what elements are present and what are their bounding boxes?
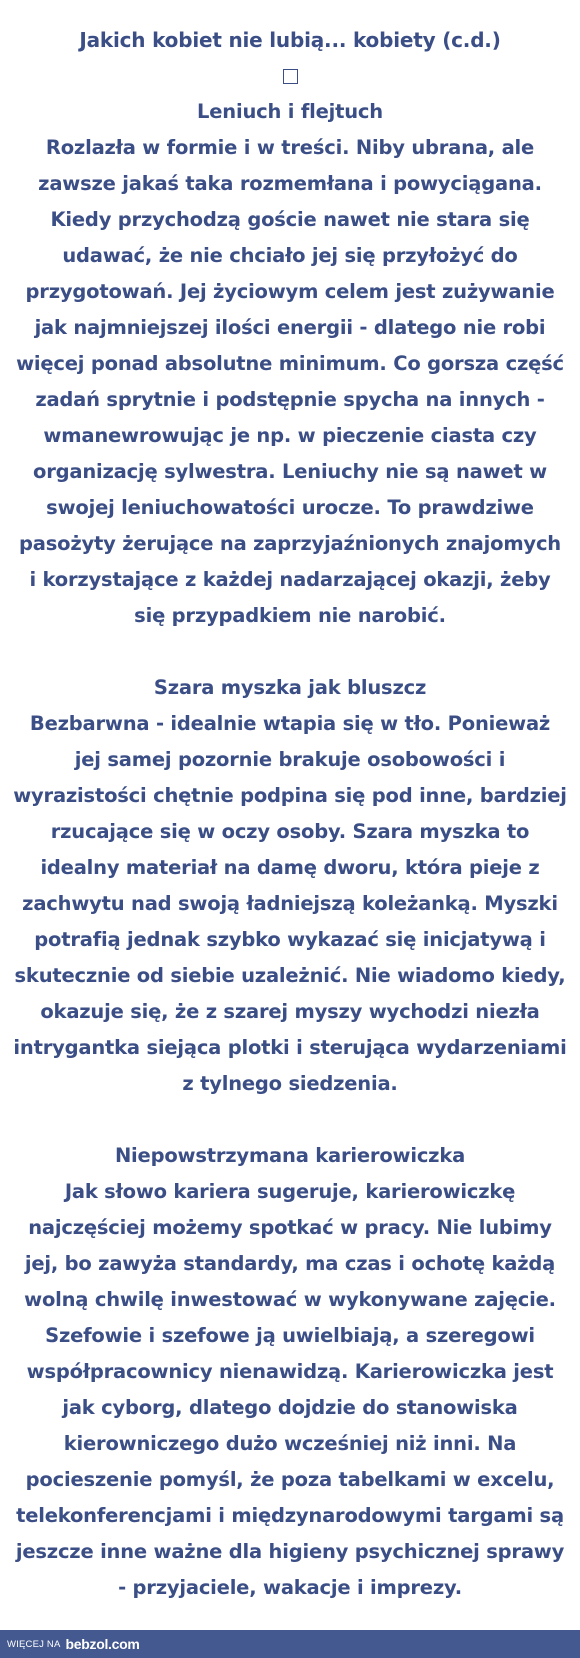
paragraph-line: skutecznie od siebie uzależnić. Nie wiadomo kiedy,: [14, 964, 566, 987]
paragraph-line: jej samej pozornie brakuje osobowości i: [74, 748, 506, 771]
section-spacer: [0, 634, 580, 670]
paragraph-line: się przypadkiem nie narobić.: [134, 604, 446, 627]
paragraph-line: Szefowie i szefowe ją uwielbiają, a szeregowi: [45, 1324, 535, 1347]
paragraph-line: Bezbarwna - idealnie wtapia się w tło. Ponieważ: [29, 712, 551, 735]
section-heading: Szara myszka jak bluszcz: [153, 676, 427, 699]
paragraph-line: jak najmniejszej ilości energii - dlatego nie robi: [34, 316, 546, 339]
footer-bar: [0, 1630, 580, 1658]
section-karierowiczka: [0, 1138, 580, 1606]
paragraph-line: Kiedy przychodzą goście nawet nie stara się: [50, 208, 530, 231]
paragraph-line: i korzystające z każdej nadarzającej okazji, żeby: [29, 568, 551, 591]
section-leniuch: [0, 94, 580, 634]
paragraph-line: jeszcze inne ważne dla higieny psychicznej sprawy: [15, 1540, 565, 1563]
section-szara-myszka: [0, 670, 580, 1102]
paragraph-line: jak cyborg, dlatego dojdzie do stanowiska: [62, 1396, 518, 1419]
article-title: Jakich kobiet nie lubią... kobiety (c.d.): [79, 28, 501, 52]
paragraph-line: jej, bo zawyża standardy, ma czas i ochotę każdą: [24, 1252, 556, 1275]
paragraph-line: Jak słowo kariera sugeruje, karierowiczkę: [64, 1180, 516, 1203]
paragraph-line: współpracownicy nienawidzą. Karierowiczka jest: [26, 1360, 554, 1383]
paragraph-line: zachwytu nad swoją ładniejszą koleżanką. Myszki: [22, 892, 558, 915]
paragraph-line: okazuje się, że z szarej myszy wychodzi niezła: [40, 1000, 540, 1023]
paragraph-line: - przyjaciele, wakacje i imprezy.: [118, 1576, 462, 1599]
paragraph-line: pocieszenie pomyśl, że poza tabelkami w excelu,: [25, 1468, 555, 1491]
paragraph-line: telekonferencjami i międzynarodowymi targami są: [16, 1504, 564, 1527]
paragraph-line: pasożyty żerujące na zaprzyjaźnionych znajomych: [19, 532, 561, 555]
paragraph-line: intrygantka siejąca plotki i sterująca wydarzeniami: [13, 1036, 567, 1059]
brand-link[interactable]: bebzol.com: [65, 1636, 140, 1652]
paragraph-line: rzucające się w oczy osoby. Szara myszka to: [50, 820, 530, 843]
paragraph-line: zawsze jakaś taka rozmemłana i powyciągana.: [38, 172, 542, 195]
paragraph-line: z tylnego siedzenia.: [182, 1072, 398, 1095]
paragraph-line: wyrazistości chętnie podpina się pod inne, bardziej: [13, 784, 567, 807]
paragraph-line: udawać, że nie chciało jej się przyłożyć do: [62, 244, 518, 267]
paragraph-line: idealny materiał na damę dworu, która pieje z: [40, 856, 540, 879]
section-heading: Niepowstrzymana karierowiczka: [114, 1144, 466, 1167]
paragraph-line: kierowniczego dużo wcześniej niż inni. Na: [63, 1432, 517, 1455]
paragraph-line: przygotowań. Jej życiowym celem jest zużywanie: [25, 280, 555, 303]
paragraph-line: swojej leniuchowatości urocze. To prawdziwe: [46, 496, 534, 519]
paragraph-line: najczęściej możemy spotkać w pracy. Nie lubimy: [28, 1216, 552, 1239]
missing-glyph-icon: [0, 58, 580, 94]
section-heading: Leniuch i flejtuch: [197, 100, 383, 123]
paragraph-line: organizację sylwestra. Leniuchy nie są nawet w: [33, 460, 547, 483]
paragraph-line: Rozlazła w formie i w treści. Niby ubrana, ale: [45, 136, 535, 159]
paragraph-line: wolną chwilę inwestować w wykonywane zajęcie.: [24, 1288, 556, 1311]
paragraph-line: wmanewrowując je np. w pieczenie ciasta czy: [43, 424, 537, 447]
paragraph-line: więcej ponad absolutne minimum. Co gorsza część: [16, 352, 564, 375]
more-label: WIĘCEJ NA: [7, 1638, 61, 1650]
paragraph-line: zadań sprytnie i podstępnie spycha na innych -: [35, 388, 545, 411]
section-spacer: [0, 1102, 580, 1138]
paragraph-line: potrafią jednak szybko wykazać się inicjatywą i: [34, 928, 546, 951]
